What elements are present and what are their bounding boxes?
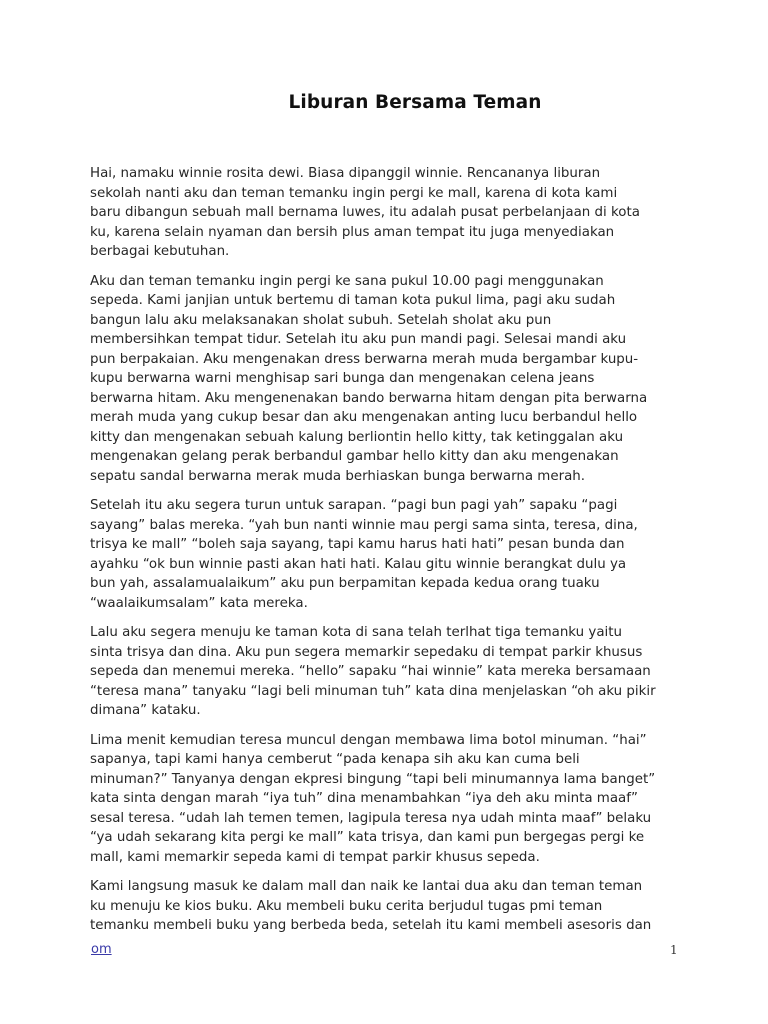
text-line: dimana” kataku.: [90, 703, 201, 718]
text-line: kitty dan mengenakan sebuah kalung berliontin hello kitty, tak ketinggalan aku: [90, 429, 624, 445]
text-line: kata sinta dengan marah “iya tuh” dina menambahkan “iya deh aku minta maaf”: [90, 791, 638, 806]
text-line: Lima menit kemudian teresa muncul dengan membawa lima botol minuman. “hai”: [90, 732, 647, 748]
paragraph-6: [90, 877, 690, 936]
text-line: Setelah itu aku segera turun untuk sarapan. “pagi bun pagi yah” sapaku “pagi: [90, 498, 618, 513]
document-body: [90, 164, 690, 946]
text-line: Aku dan teman temanku ingin pergi ke sana pukul 10.00 pagi menggunakan: [90, 273, 604, 289]
text-line: merah muda yang cukup besar dan aku mengenakan anting lucu berbandul hello: [90, 410, 638, 425]
document-title: Liburan Bersama Teman: [288, 92, 542, 113]
text-line: baru dibangun sebuah mall bernama luwes, itu adalah pusat perbelanjaan di kota: [90, 205, 640, 220]
text-line: ayahku “ok bun winnie pasti akan hati hati. Kalau gitu winnie berangkat dulu ya: [90, 556, 627, 572]
text-line: bun yah, assalamualaikum” aku pun berpamitan kepada kedua orang tuaku: [90, 576, 600, 591]
page-number: 1: [670, 943, 678, 957]
text-line: berbagai kebutuhan.: [90, 244, 230, 259]
paragraph-3: [90, 496, 690, 613]
paragraph-4: [90, 623, 690, 721]
text-line: sesal teresa. “udah lah temen temen, lagipula teresa nya udah minta maaf” belaku: [90, 810, 652, 826]
text-line: bangun lalu aku melaksanakan sholat subuh. Setelah sholat aku pun: [90, 312, 552, 328]
footer-link[interactable]: om: [91, 942, 112, 957]
text-line: Kami langsung masuk ke dalam mall dan naik ke lantai dua aku dan teman teman: [90, 879, 643, 894]
text-line: Lalu aku segera menuju ke taman kota di sana telah terlhat tiga temanku yaitu: [90, 625, 622, 640]
text-line: “teresa mana” tanyaku “lagi beli minuman tuh” kata dina menjelaskan “oh aku pikir: [90, 683, 656, 699]
text-line: ku, karena selain nyaman dan bersih plus aman tempat itu juga menyediakan: [90, 224, 615, 240]
text-line: berwarna hitam. Aku mengenenakan bando berwarna hitam dengan pita berwarna: [90, 390, 648, 406]
text-line: sekolah nanti aku dan teman temanku ingin pergi ke mall, karena di kota kami: [90, 185, 618, 201]
text-line: sepeda. Kami janjian untuk bertemu di taman kota pukul lima, pagi aku sudah: [90, 293, 616, 308]
text-line: membersihkan tempat tidur. Setelah itu aku pun mandi pagi. Selesai mandi aku: [90, 332, 627, 347]
paragraph-2: [90, 272, 690, 487]
text-line: pun berpakaian. Aku mengenakan dress berwarna merah muda bergambar kupu-: [90, 351, 639, 367]
paragraph-1: [90, 164, 690, 262]
paragraph-5: [90, 731, 690, 868]
text-line: “ya udah sekarang kita pergi ke mall” kata trisya, dan kami pun bergegas pergi ke: [90, 830, 645, 845]
text-line: trisya ke mall” “boleh saja sayang, tapi kamu harus hati hati” pesan bunda dan: [90, 537, 625, 552]
text-line: mall, kami memarkir sepeda kami di tempat parkir khusus sepeda.: [90, 849, 540, 865]
text-line: sepatu sandal berwarna merak muda berhiaskan bunga berwarna merah.: [90, 468, 586, 484]
text-line: minuman?” Tanyanya dengan ekpresi bingung “tapi beli minumannya lama banget”: [90, 771, 656, 787]
text-line: Hai, namaku winnie rosita dewi. Biasa dipanggil winnie. Rencananya liburan: [90, 166, 601, 181]
text-line: sapanya, tapi kami hanya cemberut “pada kenapa sih aku kan cuma beli: [90, 752, 580, 767]
text-line: mengenakan gelang perak berbandul gambar hello kitty dan aku mengenakan: [90, 449, 619, 464]
text-line: sepeda dan menemui mereka. “hello” sapaku “hai winnie” kata mereka bersamaan: [90, 664, 651, 679]
text-line: ku menuju ke kios buku. Aku membeli buku cerita berjudul tugas pmi teman: [90, 898, 603, 914]
text-line: sinta trisya dan dina. Aku pun segera memarkir sepedaku di tempat parkir khusus: [90, 644, 643, 660]
text-line: kupu berwarna warni menghisap sari bunga dan mengenakan celena jeans: [90, 371, 595, 386]
text-line: sayang” balas mereka. “yah bun nanti winnie mau pergi sama sinta, teresa, dina,: [90, 517, 638, 533]
text-line: “waalaikumsalam” kata mereka.: [90, 595, 308, 611]
text-line: temanku membeli buku yang berbeda beda, setelah itu kami membeli asesoris dan: [90, 918, 652, 933]
